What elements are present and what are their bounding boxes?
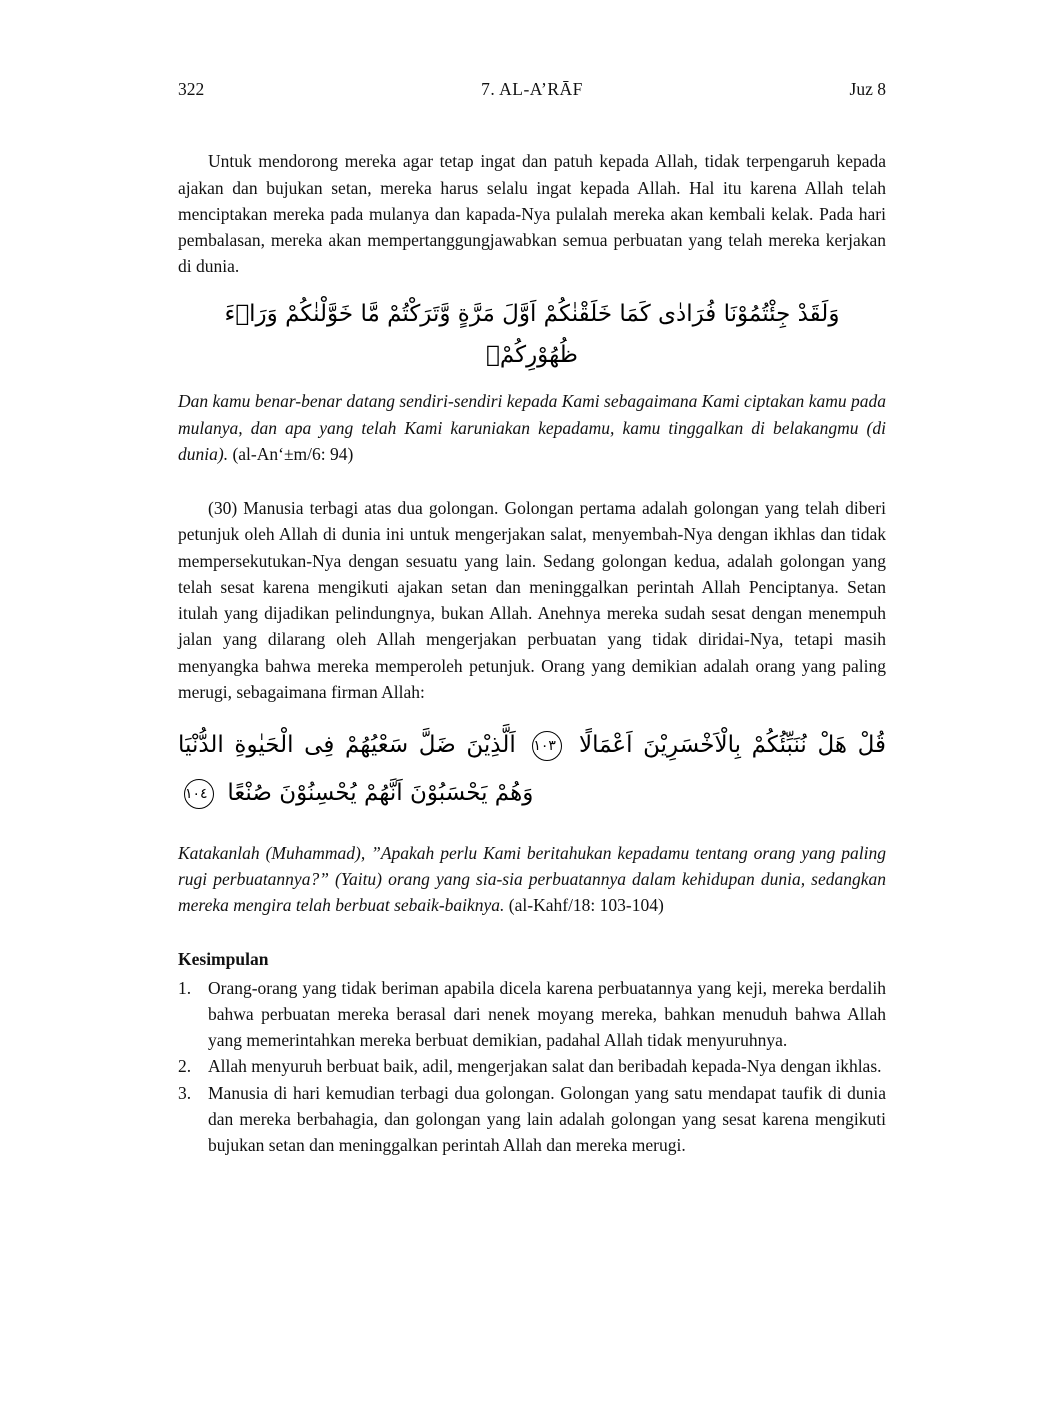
arabic-verse-1: وَلَقَدْ جِئْتُمُوْنَا فُرَادٰى كَمَا خَلَقْنٰكُمْ اَوَّلَ مَرَّةٍ وَّتَرَكْتُمْ مَّا خَوَّلْنٰكُمْ وَرَاۤءَ ظُهُوْرِكُمْۚ xyxy=(224,300,840,368)
paragraph-30: (30) Manusia terbagi atas dua golongan. Golongan pertama adalah golongan yang telah diberi petunjuk oleh Allah di dunia ini untuk mengerjakan salat, menyembah-Nya dengan ikhlas dan tidak mempersekutukan-Nya dengan sesuatu yang lain. Sedang golongan kedua, adalah golongan yang telah sesat karena mengikuti ajakan setan dan meninggalkan perintah Allah Penciptanya. Setan itulah yang dijadikan pelindungnya, bukan Allah. Anehnya mereka sudah sesat dengan menempuh jalan yang dilarang oleh Allah mengerjakan perbuatan yang tidak diridai-Nya, tetapi masih menyangka bahwa mereka memperoleh petunjuk. Orang yang demikian adalah orang yang paling merugi, sebagaimana firman Allah: xyxy=(178,498,886,702)
kesimpulan-list xyxy=(178,975,886,1159)
translation-verse-2-text: Katakanlah (Muhammad), ”Apakah perlu Kami beritahukan kepadamu tentang orang yang paling rugi perbuatannya?” (Yaitu) orang yang sia-sia perbuatannya dalam kehidupan dunia, sedangkan mereka mengira telah berbuat sebaik-baiknya. xyxy=(178,842,886,916)
ayah-number-103: ١٠٣ xyxy=(532,731,562,761)
list-item-number: 2. xyxy=(178,1056,192,1077)
translation-verse-2-ref: (al-Kahf/18: 103-104) xyxy=(508,895,664,916)
translation-verse-1-text: Dan kamu benar-benar datang sendiri-sendiri kepada Kami sebagaimana Kami ciptakan kamu pada mulanya, dan apa yang telah Kami karuniakan kepadamu, kamu tinggalkan di belakangmu (di dunia). xyxy=(178,391,886,464)
translation-verse-2 xyxy=(178,840,886,919)
list-item-number: 3. xyxy=(178,1082,192,1103)
list-item-text: Allah menyuruh berbuat baik, adil, mengerjakan salat dan beribadah kepada-Nya dengan ikhlas. xyxy=(208,1056,882,1077)
translation-verse-1 xyxy=(178,388,886,467)
list-item-number: 1. xyxy=(178,977,192,998)
list-item xyxy=(178,1080,886,1159)
page-header xyxy=(178,76,886,102)
arabic-verse-2-part1: قُلْ هَلْ نُنَبِّئُكُمْ بِالْاَخْسَرِيْنَ اَعْمَالًا xyxy=(578,732,887,759)
list-item xyxy=(178,975,886,1054)
ayah-number-104: ١٠٤ xyxy=(184,779,214,809)
kesimpulan-heading: Kesimpulan xyxy=(178,949,269,970)
arabic-verse-2 xyxy=(178,721,886,818)
paragraph-intro: Untuk mendorong mereka agar tetap ingat dan patuh kepada Allah, tidak terpengaruh kepada ajakan dan bujukan setan, mereka harus selalu ingat kepada Allah. Hal itu karena Allah telah menciptakan mereka pada mulanya dan kapada-Nya pulalah mereka akan kembali kelak. Pada hari pembalasan, mereka akan mempertanggungjawabkan semua perbuatan yang telah mereka kerjakan di dunia. xyxy=(178,151,886,277)
arabic-verse-2-part2: اَلَّذِيْنَ ضَلَّ سَعْيُهُمْ فِى الْحَيٰوةِ الدُّنْيَا وَهُمْ يَحْسَبُوْنَ اَنَّهُمْ يُحْسِنُوْنَ صُنْعًا xyxy=(178,732,534,807)
translation-verse-1-ref: (al-An‘±m/6: 94) xyxy=(232,443,354,464)
list-item-text: Orang-orang yang tidak beriman apabila dicela karena perbuatannya yang keji, mereka berdalih bahwa perbuatan mereka berasal dari nenek moyang mereka, bahkan menuduh bahwa Allah yang memerintahkan mereka berbuat demikian, padahal Allah tidak menyuruhnya. xyxy=(208,977,886,1051)
chapter-title: 7. AL-A’RĀF xyxy=(481,79,583,99)
page-number: 322 xyxy=(178,79,205,99)
juz-label: Juz 8 xyxy=(849,79,886,99)
list-item xyxy=(178,1053,886,1079)
list-item-text: Manusia di hari kemudian terbagi dua golongan. Golongan yang satu mendapat taufik di dunia dan mereka berbahagia, dan golongan yang lain adalah golongan yang sesat karena mengikuti bujukan setan dan meninggalkan perintah Allah dan mereka merugi. xyxy=(208,1082,886,1156)
